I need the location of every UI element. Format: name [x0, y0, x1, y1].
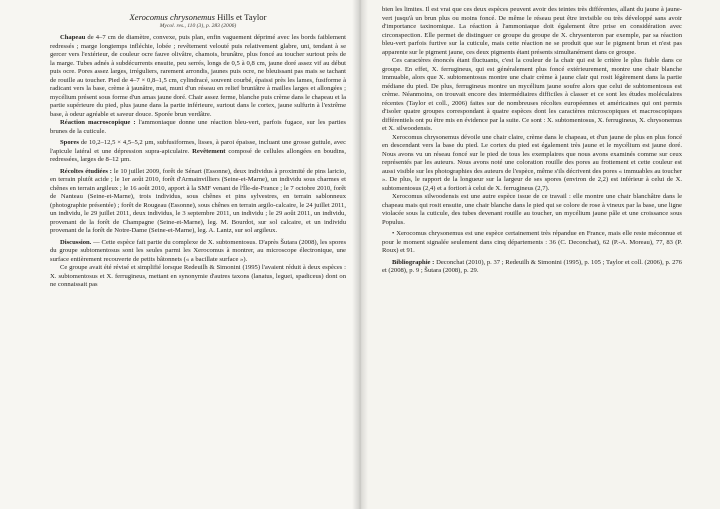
species-title [50, 12, 346, 22]
discussion-paragraph [50, 239, 346, 265]
description-text: de 4–7 cm de diamètre, convexe, puis plan, enfin vaguement déprimé avec les bords faiblement redressés ; marge longtemps infléchie, lobée ; revêtement velouté puis relativement glabre, uni, tendant à se gercer vers l'extérieur, de couleur ocre fauve olivâtre, chamois, brunâtre, plus foncé au toucher surtout près de la marge. Tubes adnés à subdécurrents ensuite, peu serrés, longs de 0,5 à 0,8 cm, jaune doré assez vif au début puis ocre. Pores assez larges, irréguliers, rarement arrondis, jaunes puis ocre, ne bleuissant pas mais se tachant de rouille au toucher. Pied de 4–7 × 0,8–1,5 cm, cylindracé, souvent courbé, épaissi près les lames, fusiforme à radicant vers la base, crème à jaunâtre, mat, muni d'un réseau en relief bruniâtre à mailles larges et allongées ; mycélium présent sous forme d'un amas jaune doré. Chair assez ferme, blanche puis crème dans le chapeau et la partie supérieure du pied, plus jaune dans la partie inférieure, surtout dans le cortex, jaune sulfurin à l'extrême base, à odeur agréable et saveur douce. Sporée brun verdâtre. [50, 34, 347, 118]
spores-label: Spores [60, 139, 79, 146]
macro-reaction-paragraph [50, 119, 346, 136]
revetement-label: Revêtement [192, 147, 226, 155]
discussion-text: — Cette espèce fait partie du complexe de X. subtomentosus. D'après Šutara (2008), les spores du groupe subtomentosus sont les seules parmi les Xerocomus à montrer, au microscope électronique, une surface entièrement recouverte de petits bâtonnets (« a bacillate surface »). [50, 238, 347, 263]
bibliography-label: Bibliographie : [392, 258, 435, 266]
spores-text: de 10,2–12,5 × 4,5–5,2 µm, subfusiformes, lisses, à paroi épaisse, incluant une grosse guttule, avec l'apicule latéral et une dépression supra-apiculaire. [50, 139, 346, 155]
revetement-text: composé de cellules allongées en boudins, redressées, larges de 8–12 µm. [50, 147, 346, 163]
bibliography-paragraph [382, 259, 682, 276]
distribution-paragraph: • Xerocomus chrysonemus est une espèce certainement très répandue en France, mais elle reste méconnue et pour le moment signalée seulement dans cinq départements : 36 (C. Deconchat), 62 (P.-A. Moreau), 77, 83 (P. Roux) et 91. [382, 230, 682, 254]
silwoodensis-paragraph: Xerocomus silwoodensis est une autre espèce issue de ce travail : elle montre une chair blanchâtre dans le chapeau mais qui rosit ensuite, une chair blanche dans le pied qui se colore de rose à vineux par la base, une ligne violacée sous la cuticule, des tubes devenant rouille au toucher, un mycélium jaune pâle et une croissance sous Populus. [382, 193, 682, 226]
recoltes-paragraph [50, 168, 346, 236]
characters-paragraph: Ces caractères énoncés étant fluctuants, c'est la couleur de la chair qui est le critère le plus fiable dans ce groupe. En effet, X. ferrugineus, qui est généralement plus foncé extérieurement, montre une chair blanche immuable, alors que X. subtomentosus montre une chair crème à jaune clair qui rosit légèrement dans la partie médiane du pied. De plus, ferrugineus montre un mycélium jaune soufre alors que celui de subtomentosus est crème. Néanmoins, on trouvait encore des intermédiaires difficiles à classer et ce sont les études moléculaires récentes (Taylor et coll., 2006) faites sur de nombreuses récoltes européennes et américaines qui ont permis d'isoler quatre groupes correspondant à quatre espèces dont les caractères microscopiques et macroscopiques différentiels ont pu être mis en évidence par la suite. Ce sont : X. subtomentosus, X. ferrugineus, X. chrysonemus et X. silwoodensis. [382, 57, 682, 132]
discussion-label: Discussion. [60, 238, 92, 246]
spores-paragraph [50, 139, 346, 165]
species-name: Xerocomus chrysonemus [129, 12, 215, 22]
book-gutter [352, 0, 368, 509]
chrysonemus-paragraph: Xerocomus chrysonemus dévoile une chair claire, crème dans le chapeau, et d'un jaune de plus en plus foncé en descendant vers la base du pied. Le cortex du pied est également très jaune et le mycélium est jaune doré. Nous avons vu un réseau foncé sur le pied de tous les exemplaires que nous avons examinés comme sur ceux représentés par les auteurs. Nous avons noté une coloration rouille des pores au frottement et cette couleur est aussi visible sur les photographies des auteurs de l'espèce, même s'ils décrivent des pores « immuables au toucher ». De plus, le rapport de la longueur sur la largeur de ses spores (environ de 2,2) est inférieur à celui de X. subtomentosus (2,4) et a fortiori à celui de X. ferrugineus (2,7). [382, 133, 682, 192]
species-authors: Hills et Taylor [217, 12, 267, 22]
macro-reaction-label: Réaction macroscopique : [60, 119, 136, 126]
description-label: Chapeau [60, 34, 86, 41]
continuation-paragraph: bien les limites. Il est vrai que ces deux espèces peuvent avoir des teintes très différentes, allant du jaune à jaune-vert jusqu'à un brun plus ou moins foncé. De même le réseau peut être invisible ou très développé sans avoir d'importance taxinomique. La réaction à l'ammoniaque doit également être prise en considération avec circonspection. Elle permet de distinguer ce groupe du groupe de X. chrysenteron par exemple, par sa réaction bleu-vert parfois furtive sur la cuticule, mais cette réaction ne se produit que sur le pigment brun et n'est pas apparente sur le pigment jaune, ces deux pigments étant présents simultanément dans ce groupe. [382, 6, 682, 56]
recoltes-text: le 10 juillet 2009, forêt de Sénart (Essonne), deux individus à proximité de pins laricio, en terrain plutôt acide ; le 1er août 2010, forêt d'Armainvilliers (Seine-et-Marne), un individu sous charmes et chênes en terrain argileux ; le 16 août 2010, apport à la SMF venant de l'Île-de-France ; le 7 octobre 2010, forêt de Nanteau (Seine-et-Marne), trois individus, sous chênes et pins sylvestres, en terrain sablonneux (photographie présentée) ; forêt de Rougeau (Essonne), sous chênes en terrain argilo-calcaire, le 24 juillet 2011, un individu, le 29 juillet 2011, deux individus, le 3 septembre 2011, un individu ; le 29 août 2011, un individu, provenant de la forêt de Champagne (Seine-et-Marne), leg. M. Bourdot, sur sol calcaire, et un individu provenant de la forêt de Notre-Dame (Seine-et-Marne), leg. A. Lantz, sur sol argileux. [50, 167, 346, 234]
description-paragraph [50, 34, 346, 119]
macro-reaction-text: l'ammoniaque donne une réaction bleu-vert, parfois fugace, sur les parties brunes de la cuticule. [50, 119, 346, 135]
bibliography-text: Deconchat (2010), p. 37 ; Redeuilh & Simonini (1995), p. 105 ; Taylor et coll. (2006), p. 276 et (2008), p. 9 ; Šutara (2008), p. 29. [382, 258, 682, 274]
recoltes-label: Récoltes étudiées : [60, 167, 112, 175]
species-reference: Mycol. res., 110 (3), p. 283 (2006) [159, 23, 237, 29]
right-page [360, 0, 720, 509]
groupe-paragraph: Ce groupe avait été révisé et simplifié lorsque Redeuilh & Simonini (1995) l'avaient réduit à deux espèces : X. subtomentosus et X. ferrugineus, mettant en synonymie d'autres taxons (lanatus, leguei, spadiceus) dont on ne connaissait pas [50, 264, 346, 288]
